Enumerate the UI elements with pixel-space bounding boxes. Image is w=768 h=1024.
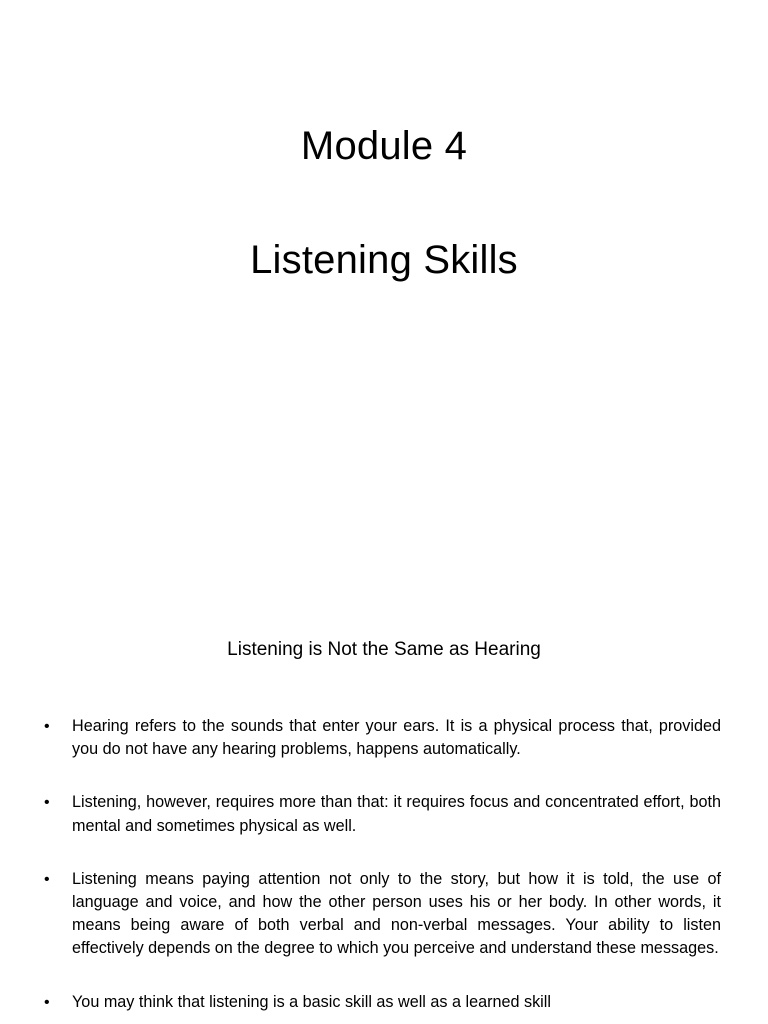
bullet-point-icon: •	[44, 870, 50, 888]
module-subheading: Listening Skills	[250, 238, 518, 282]
bullet-list	[44, 715, 721, 1024]
bullet-point-icon: •	[44, 794, 50, 812]
bullet-text: Listening means paying attention not only to the story, but how it is told, the use of language and voice, and how the other person uses his or her body. In other words, it means being aware of both verbal and non-verbal messages. Your ability to listen effectively depends on the degree to which you perceive and understand these messages.	[72, 869, 721, 958]
bullet-text: Listening, however, requires more than that: it requires focus and concentrated effort, both mental and sometimes physical as well.	[72, 793, 721, 835]
bullet-point-icon: •	[44, 718, 50, 735]
bullet-item	[44, 791, 721, 837]
bullet-item	[44, 991, 721, 1014]
bullet-item	[44, 868, 721, 961]
bullet-item	[44, 715, 721, 761]
content-slide	[0, 590, 768, 1024]
module-heading: Module 4	[300, 124, 468, 168]
section-title: Listening is Not the Same as Hearing	[227, 639, 541, 660]
bullet-text: Hearing refers to the sounds that enter your ears. It is a physical process that, provided you do not have any hearing problems, happens automatically.	[72, 717, 721, 759]
bullet-point-icon: •	[44, 993, 50, 1011]
bullet-text: You may think that listening is a basic skill as well as a learned skill	[72, 992, 551, 1011]
